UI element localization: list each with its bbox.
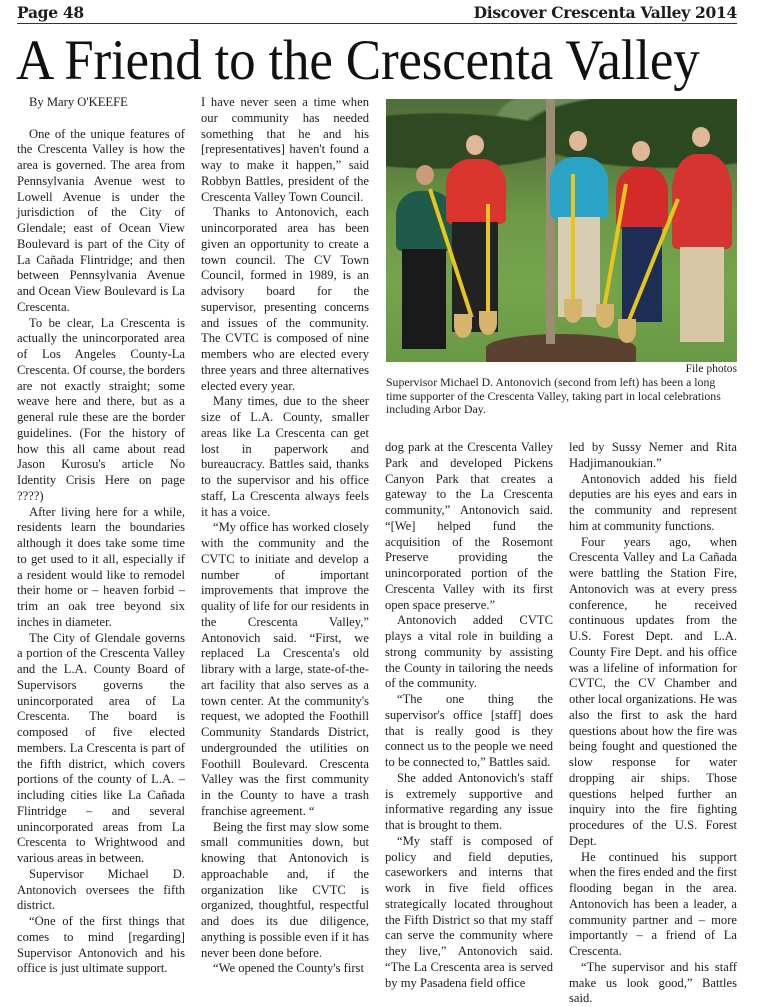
article-column-1 (17, 95, 185, 977)
paragraph: dog park at the Crescenta Valley Park and developed Pickens Canyon Park that creates a gateway to the La Crescenta community,” Antonovich said. “[We] helped fund the acquisition of the Rosemont Preserve providing the unincorporated portion of the Crescenta Valley with its first open space preserve.” (385, 440, 553, 612)
paragraph: Supervisor Michael D. Antonovich oversees the fifth district. (17, 866, 185, 913)
paragraph: He continued his support when the fires ended and the first flooding began in the area. Antonovich has been a leader, a community partner and – more importantly – a friend of La Crescenta. (569, 849, 737, 958)
page-header (17, 3, 737, 24)
paragraph: “My office has worked closely with the community and the CVTC to initiate and develop a number of important improvements that improve the quality of life for our residents in the Crescenta Valley,” Antonovich said. “First, we replaced La Crescenta's old library with a large, state-of-the-art facility that also serves as a town center. At the community's request, we adopted the Foothill Community Standards District, undergrounded the utilities on Foothill Boulevard. Crescenta Valley was the first community in the County to have a trash franchise agreement. “ (201, 520, 369, 818)
paragraph: After living here for a while, residents learn the boundaries although it does take some time to get used to it all, especially if a resident would like to remodel their home or – heaven forbid – trim an oak tree beyond six inches in diameter. (17, 504, 185, 629)
paragraph: “One of the first things that comes to mind [regarding] Supervisor Antonovich and his office is just ultimate support. (17, 914, 185, 976)
paragraph: To be clear, La Crescenta is actually the unincorporated area of Los Angeles County-La Crescenta. Of course, the borders are not exactly straight; some weave here and there, but as a general rule these are the border guidelines. (For the history of how this all came about read Jason Kurosu's article No Identity Crisis Here on page ????) (17, 315, 185, 503)
article-headline: A Friend to the Crescenta Valley (16, 29, 700, 92)
paragraph: “The one thing the supervisor's office [staff] does that is really good is they connect us to the people we need to be connected to,” Battles said. (385, 692, 553, 769)
photo-credit: File photos (685, 363, 737, 375)
paragraph: Antonovich added CVTC plays a vital role in building a strong community by assisting the County in tailoring the needs of the community. (385, 613, 553, 691)
photo-person-1-legs (402, 249, 446, 349)
photo-dirt-mound (486, 334, 636, 362)
byline: By Mary O'KEEFE (29, 95, 128, 109)
photo-shovel-blade (454, 314, 472, 338)
photo-shovel (571, 174, 575, 304)
photo-caption: Supervisor Michael D. Antonovich (second from left) has been a long time supporter of the Crescenta Valley, taking part in local celebrations including Arbor Day. (386, 375, 721, 417)
photo-person-4-head (632, 141, 650, 161)
article-column-3 (385, 440, 553, 991)
paragraph: led by Sussy Nemer and Rita Hadjimanoukian.” (569, 440, 737, 470)
photo-shovel (486, 204, 490, 314)
paragraph: Being the first may slow some small communities down, but knowing that Antonovich is approachable and, if the organization like CVTC is organized, thoughtful, respectful and does its due diligence, anything is possible even if it has never been done before. (201, 819, 369, 960)
paragraph: One of the unique features of the Crescenta Valley is how the area is governed. The area from Pennsylvania Avenue west to Lowell Avenue is under the jurisdiction of the City of Glendale; east of Ocean View Boulevard is part of the City of La Cañada Flintridge; and then between Pennsylvania Avenue and Ocean View Boulevard is La Crescenta. (17, 126, 185, 314)
photo-person-5-legs (680, 247, 724, 342)
paragraph: “The supervisor and his staff make us look good,” Battles said. (569, 959, 737, 1006)
photo-person-3 (550, 157, 608, 219)
paragraph: Many times, due to the sheer size of L.A. County, smaller areas like La Crescenta can get lost in paperwork and bureaucracy. Battles said, thanks to the supervisor and his office staff, La Crescenta always feels it has a voice. (201, 394, 369, 519)
paragraph: Antonovich added his field deputies are his eyes and ears in the community and represent him at community functions. (569, 471, 737, 533)
paragraph: Thanks to Antonovich, each unincorporated area has been given an opportunity to create a town council. The CV Town Council, formed in 1989, is an advisory board for the supervisor, presenting concerns and issues of the community. The CVTC is composed of nine members who are elected every three years and three alternatives elected every year. (201, 205, 369, 393)
photo-person-2-head (466, 135, 484, 155)
photo-tree-trunk (546, 99, 555, 344)
paragraph: The City of Glendale governs a portion of the Crescenta Valley and the L.A. County Board of Supervisors governs the unincorporated area of La Crescenta. The board is composed of five elected members. La Crescenta is part of the fifth district, which covers portions of the county of L.A. – including cities like La Cañada Flintridge – and several unincorporated areas from La Crescenta to Wrightwood and various areas in between. (17, 630, 185, 865)
photo-shovel-blade (479, 311, 497, 335)
photo-shovel-blade (618, 319, 636, 343)
paragraph: She added Antonovich's staff is extremely supportive and informative regarding any issue that is brought to them. (385, 770, 553, 832)
publication-title: Discover Crescenta Valley 2014 (473, 3, 737, 22)
paragraph: “We opened the County's first (213, 961, 364, 976)
article-photo (386, 99, 737, 362)
photo-person-4-legs (622, 227, 662, 322)
article-column-4 (569, 440, 737, 1007)
photo-shovel-blade (564, 299, 582, 323)
page-number: Page 48 (17, 3, 84, 22)
photo-person-5 (672, 154, 732, 249)
paragraph: Four years ago, when Crescenta Valley and La Cañada were battling the Station Fire, Antonovich was at every press conference, he received continuous updates from the U.S. Forest Dept. and L.A. County Fire Dept. and his office was a lifeline of information for CVTC, the CV Chamber and other local organizations. He was also the first to ask the hard questions about how the fire was being fought and questioned the slow response for water dropping air ships. Those questions helped further an inquiry into the fire fighting procedures of the U.S. Forest Dept. (569, 534, 737, 848)
photo-person-5-head (692, 127, 710, 147)
paragraph: I have never seen a time when our community has needed something that he and his [representatives] haven't found a way to make it happen,” said Robbyn Battles, president of the Crescenta Valley Town Council. (201, 95, 369, 204)
article-column-2 (201, 95, 369, 977)
photo-shovel-blade (596, 304, 614, 328)
photo-person-3-head (569, 131, 587, 151)
photo-person-2 (446, 159, 506, 224)
paragraph: “My staff is composed of policy and field deputies, caseworkers and interns that work in five field offices strategically located throughout the Fifth District so that my staff can serve the community where they live,” Antonovich said. “The La Crescenta area is served by my Pasadena field office (385, 833, 553, 990)
photo-person-1-head (416, 165, 434, 185)
